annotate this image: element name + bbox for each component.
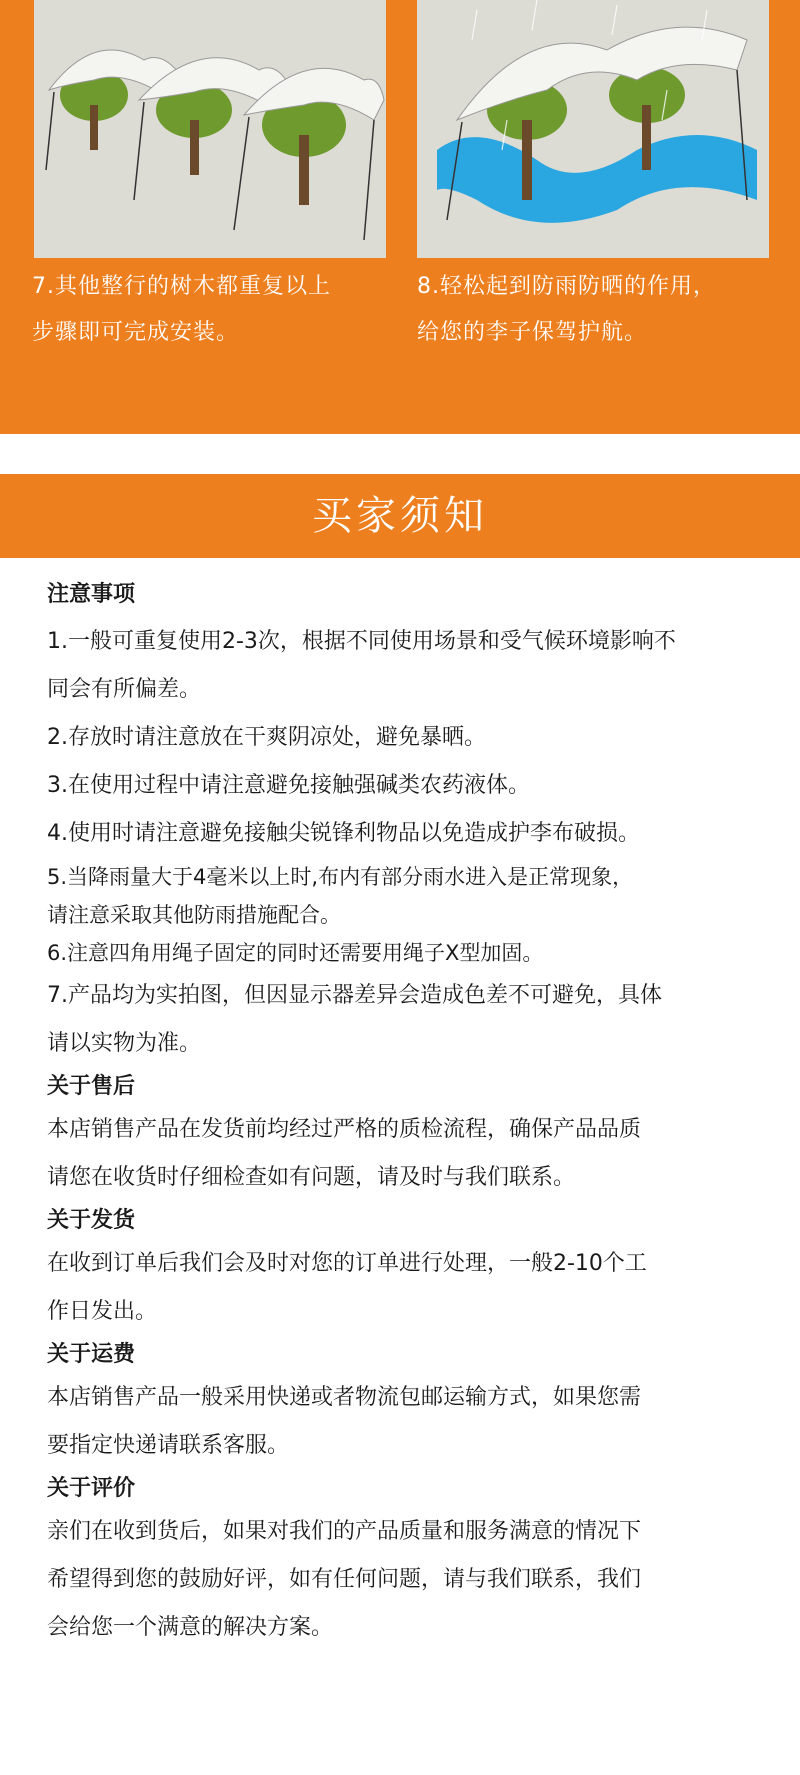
step-8-image [417, 0, 769, 258]
freight-title: 关于运费 [47, 1342, 136, 1367]
review-line: 会给您一个满意的解决方案。 [47, 1615, 334, 1640]
after-sales-line: 请您在收货时仔细检查如有问题，请及时与我们联系。 [47, 1165, 576, 1190]
orchard-cover-illustration [34, 0, 386, 258]
review-line: 亲们在收到货后，如果对我们的产品质量和服务满意的情况下 [47, 1519, 642, 1544]
note-line: 请以实物为准。 [47, 1031, 202, 1056]
buyer-notice-header: 买家须知 [0, 474, 800, 558]
note-line: 同会有所偏差。 [47, 677, 202, 702]
note-line: 6.注意四角用绳子固定的同时还需要用绳子X型加固。 [47, 941, 544, 965]
step-7-caption-line2: 步骤即可完成安装。 [32, 320, 240, 345]
after-sales-title: 关于售后 [47, 1074, 136, 1099]
note-line: 请注意采取其他防雨措施配合。 [47, 903, 341, 927]
rain-protection-illustration [417, 0, 769, 258]
step-7-caption [32, 264, 402, 356]
notice-content [47, 580, 777, 1652]
step-7-caption-line1: 7.其他整行的树木都重复以上 [32, 274, 331, 299]
note-line: 2.存放时请注意放在干爽阴凉处，避免暴晒。 [47, 725, 486, 750]
freight-line: 本店销售产品一般采用快递或者物流包邮运输方式，如果您需 [47, 1385, 642, 1410]
shipping-line: 在收到订单后我们会及时对您的订单进行处理，一般2-10个工 [47, 1251, 647, 1276]
note-line: 1.一般可重复使用2-3次，根据不同使用场景和受气候环境影响不 [47, 629, 676, 654]
note-line: 3.在使用过程中请注意避免接触强碱类农药液体。 [47, 773, 530, 798]
freight-line: 要指定快递请联系客服。 [47, 1433, 290, 1458]
review-line: 希望得到您的鼓励好评，如有任何问题，请与我们联系，我们 [47, 1567, 642, 1592]
after-sales-line: 本店销售产品在发货前均经过严格的质检流程，确保产品品质 [47, 1117, 642, 1142]
covered-tree-row [46, 50, 384, 240]
shipping-title: 关于发货 [47, 1208, 136, 1233]
step-8-caption-line2: 给您的李子保驾护航。 [417, 320, 648, 345]
steps-section [0, 0, 800, 434]
step-8-caption [417, 264, 787, 356]
shipping-line: 作日发出。 [47, 1299, 158, 1324]
rain-cover-scene [437, 0, 757, 223]
review-title: 关于评价 [47, 1476, 136, 1501]
note-line: 4.使用时请注意避免接触尖锐锋利物品以免造成护李布破损。 [47, 821, 640, 846]
notes-title: 注意事项 [47, 582, 136, 607]
step-8-caption-line1: 8.轻松起到防雨防晒的作用， [417, 274, 716, 299]
step-7-image [34, 0, 386, 258]
note-line: 5.当降雨量大于4毫米以上时,布内有部分雨水进入是正常现象， [47, 865, 634, 889]
note-line: 7.产品均为实拍图，但因显示器差异会造成色差不可避免，具体 [47, 983, 662, 1008]
